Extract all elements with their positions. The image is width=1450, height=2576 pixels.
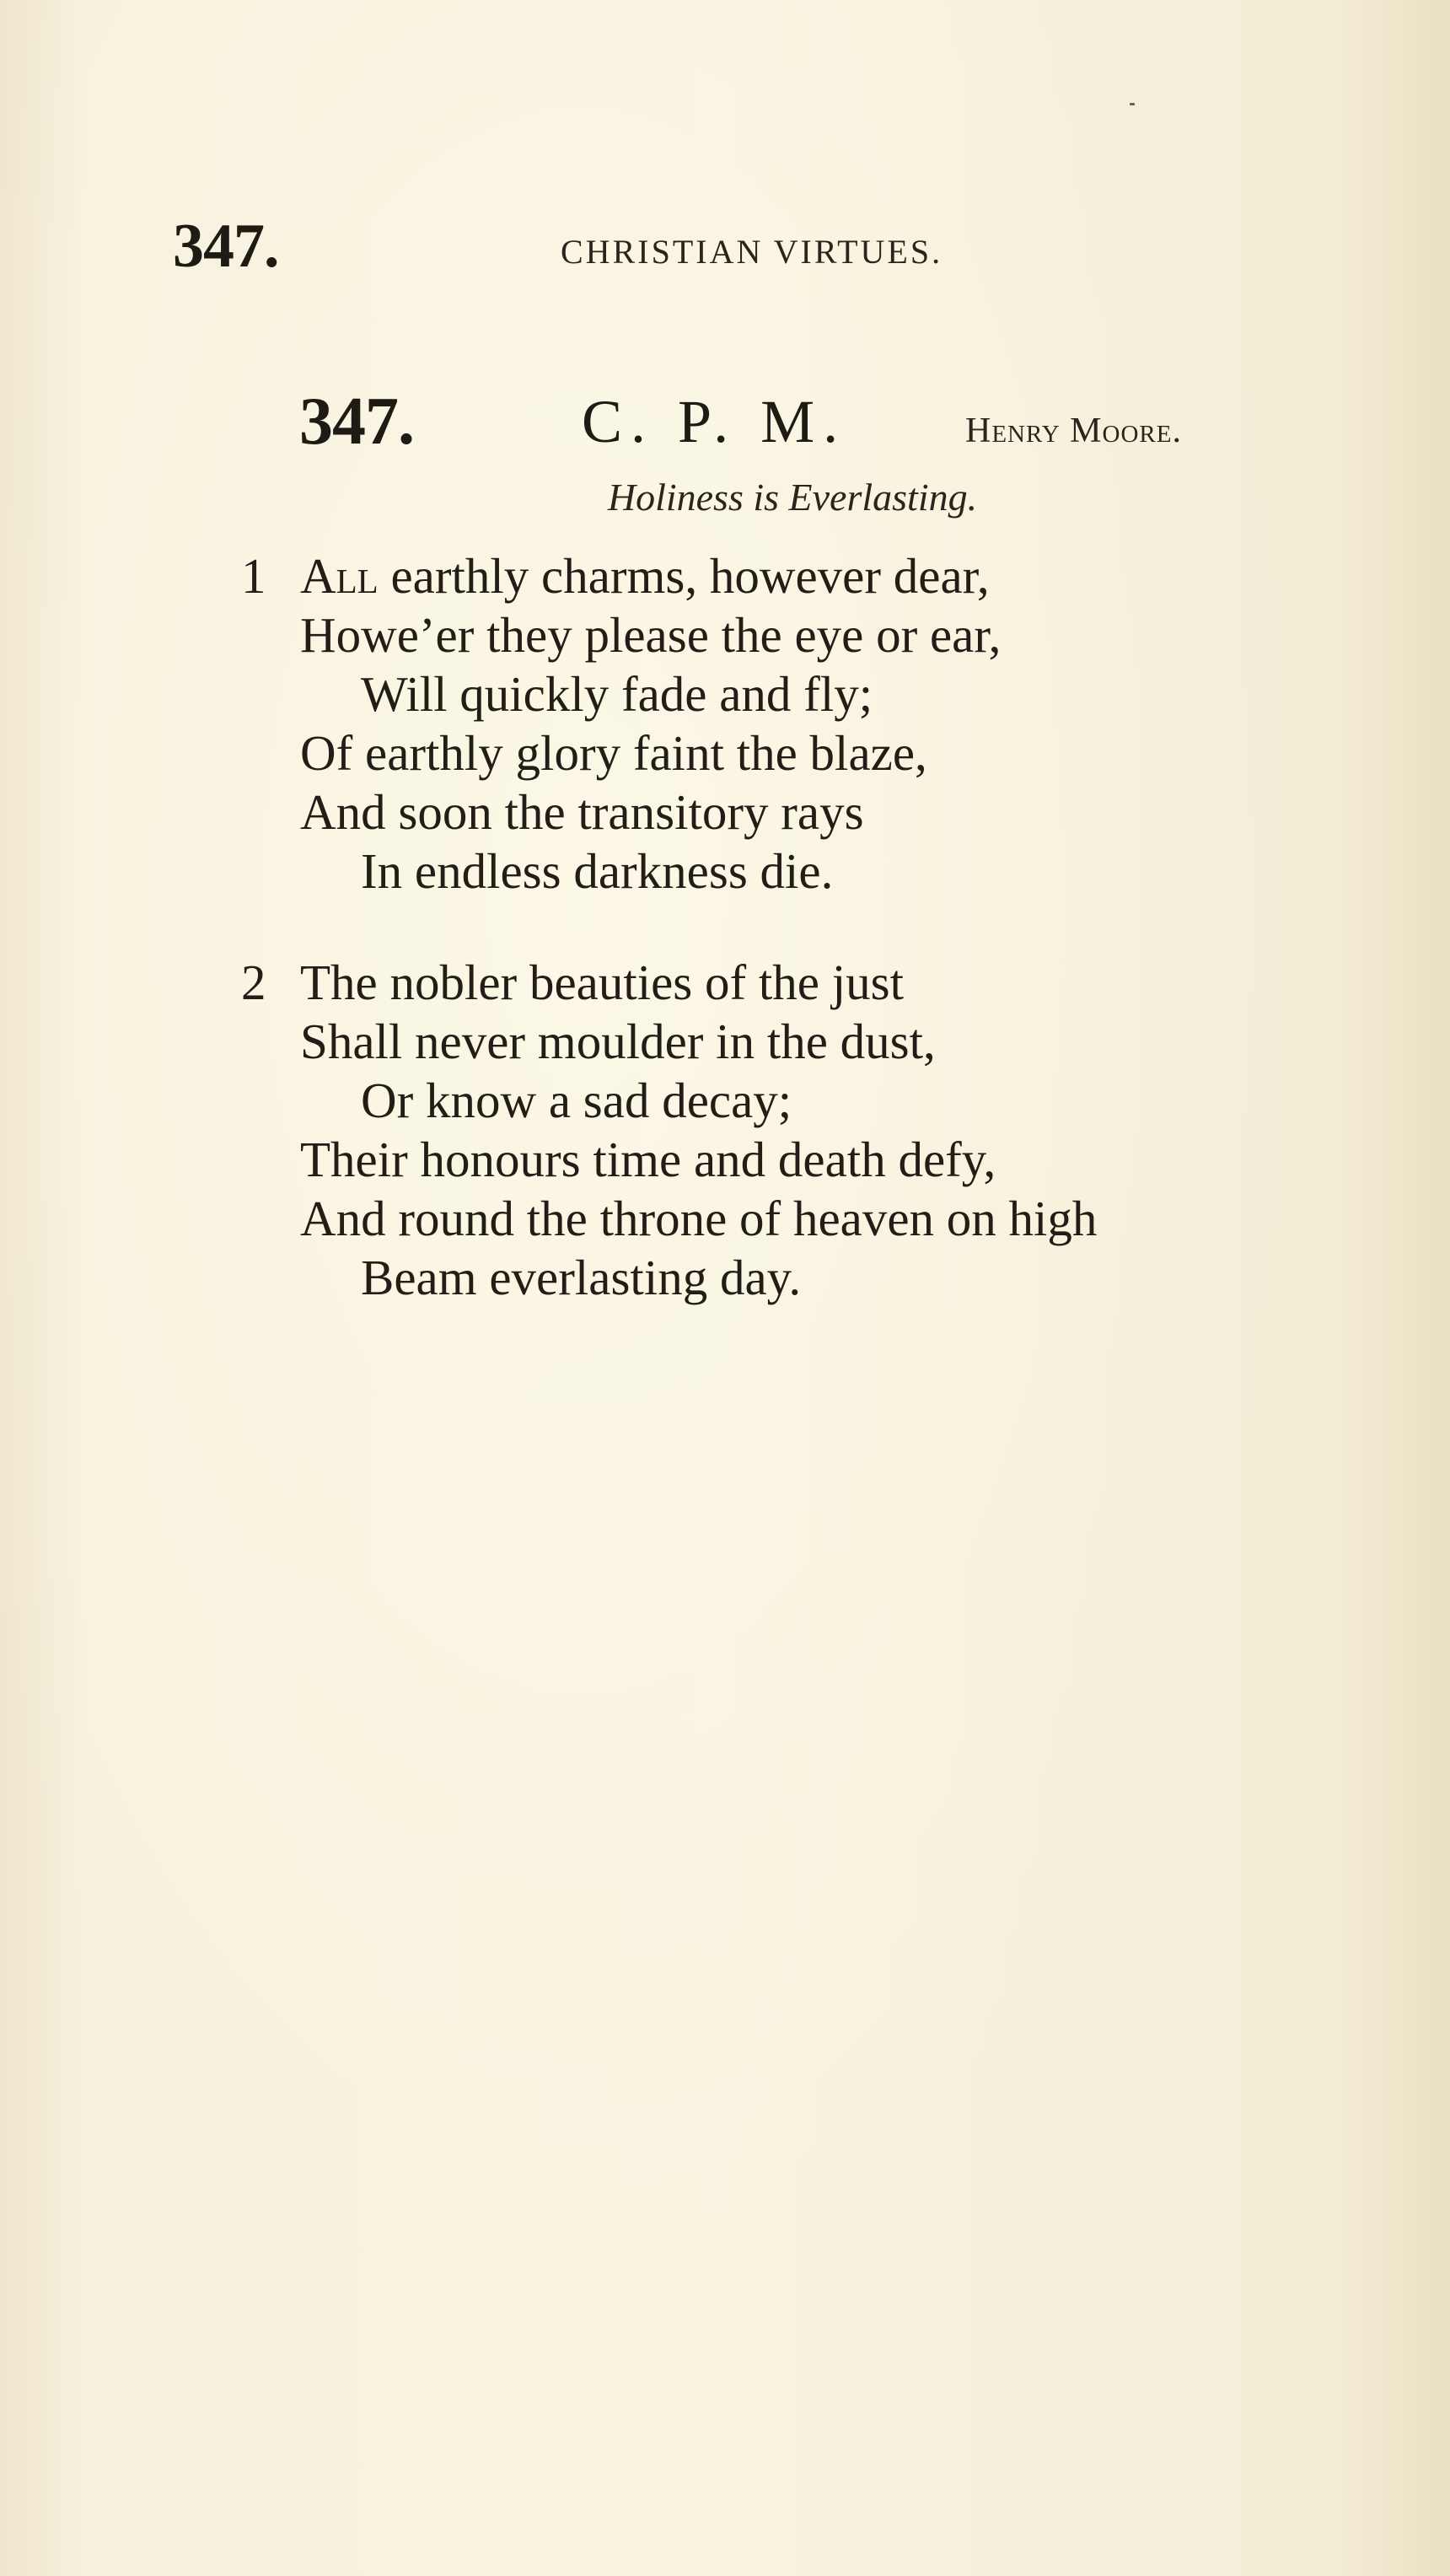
hymn-author: Henry Moore.: [965, 411, 1182, 450]
stanza-line: Howe’er they please the eye or ear,: [300, 607, 1002, 663]
stanza-line-text: earthly charms, however dear,: [378, 548, 990, 604]
stanza-line: And round the throne of heaven on high: [300, 1191, 1098, 1246]
stanza-line: In endless darkness die.: [361, 843, 834, 899]
hymn-header: [299, 384, 1311, 460]
hymn-subtitle: Holiness is Everlasting.: [607, 476, 978, 519]
page-folio: 347.: [173, 212, 279, 281]
stanza-line: [300, 546, 990, 605]
stanza-line: The nobler beauties of the just: [300, 955, 904, 1010]
stanza-line: Shall never moulder in the dust,: [300, 1014, 936, 1069]
stanza-line: Beam everlasting day.: [361, 1250, 802, 1305]
stanza-line: Of earthly glory faint the blaze,: [300, 725, 927, 781]
stanza-initial-word: All: [300, 548, 379, 604]
stanza-number: 2: [241, 955, 266, 1010]
hymn-meter: C. P. M.: [582, 388, 847, 455]
hymn-number: 347.: [299, 385, 414, 459]
stanza-line: Will quickly fade and fly;: [361, 666, 873, 722]
running-head: [173, 212, 1269, 280]
ink-speck: [1130, 103, 1135, 105]
stanza-line: Their honours time and death defy,: [300, 1132, 996, 1187]
stanza-number: 1: [241, 548, 266, 604]
stanza-line: And soon the transitory rays: [300, 784, 864, 840]
section-title: CHRISTIAN VIRTUES.: [561, 233, 943, 271]
stanza-line: Or know a sad decay;: [361, 1073, 792, 1128]
